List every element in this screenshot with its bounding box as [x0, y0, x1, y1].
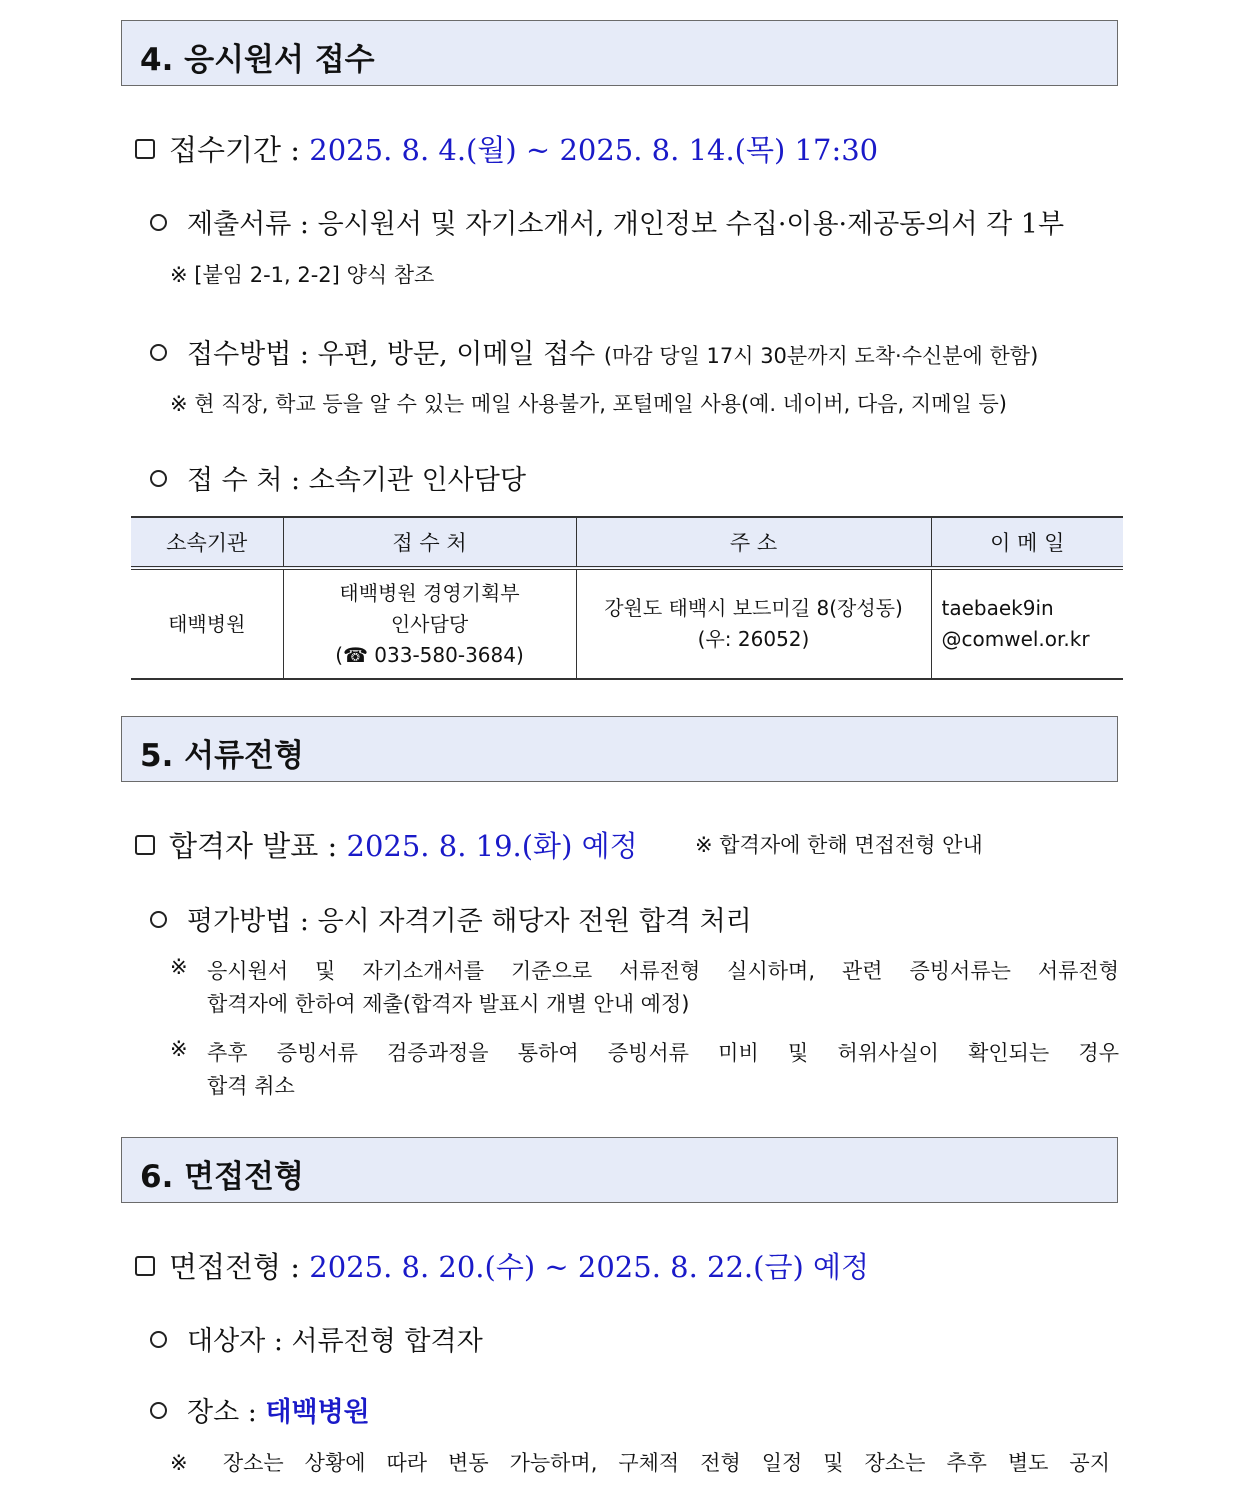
reception-table: [131, 516, 1123, 680]
announce-note: ※ 합격자에 한해 면접전형 안내: [695, 833, 983, 857]
interview-place-value: 태백병원: [265, 1397, 370, 1428]
circle-bullet-icon: [150, 1331, 167, 1348]
dept-phone: (☎ 033-580-3684): [335, 642, 524, 667]
target-text: 대상자 : 서류전형 합격자: [187, 1326, 483, 1357]
address-line: 강원도 태백시 보드미길 8(장성동): [604, 596, 903, 620]
circle-bullet-icon: [150, 911, 167, 928]
email-user: taebaek9in: [941, 596, 1054, 620]
checkbox-square-icon: [135, 1256, 155, 1276]
checkbox-square-icon: [135, 139, 155, 159]
circle-bullet-icon: [150, 214, 167, 231]
method-note: ※ 현 직장, 학교 등을 알 수 있는 메일 사용불가, 포털메일 사용(예. 네이버, 다음, 지메일 등): [170, 392, 1007, 416]
cell-org: 태백병원: [131, 568, 283, 679]
eval-text: 평가방법 : 응시 자격기준 해당자 전원 합격 처리: [187, 906, 752, 937]
cell-email: [931, 568, 1123, 679]
interview-note: ※ 장소는 상황에 따라 변동 가능하며, 구체적 전형 일정 및 장소는 추후 별도 공지: [170, 1451, 1110, 1475]
period-value: 2025. 8. 4.(월) ~ 2025. 8. 14.(목) 17:30: [309, 133, 879, 167]
interview-place-label: 장소 :: [187, 1397, 266, 1428]
section-6-title: 6. 면접전형: [140, 1159, 304, 1195]
place-line: [150, 458, 526, 497]
dept-name: 태백병원 경영기획부: [339, 580, 520, 605]
section-4-header: [121, 20, 1118, 86]
col-header-dept: 접 수 처: [283, 517, 576, 568]
period-label: 접수기간 :: [169, 133, 310, 167]
documents-text: 제출서류 : 응시원서 및 자기소개서, 개인정보 수집·이용·제공동의서 각 1부: [187, 209, 1065, 240]
circle-bullet-icon: [150, 470, 167, 487]
checkbox-square-icon: [135, 835, 155, 855]
postal-code: (우: 26052): [697, 627, 810, 651]
email-domain: @comwel.or.kr: [941, 627, 1090, 651]
documents-line: [150, 202, 1064, 241]
doc-note-2-mark: ※: [170, 1037, 188, 1061]
doc-note-2-line1: 추후 증빙서류 검증과정을 통하여 증빙서류 미비 및 허위사실이 확인되는 경우: [207, 1041, 1119, 1065]
doc-note-1-mark: ※: [170, 955, 188, 979]
documents-note: ※ [붙임 2-1, 2-2] 양식 참조: [170, 263, 435, 287]
interview-label: 면접전형 :: [169, 1250, 310, 1284]
circle-bullet-icon: [150, 1402, 167, 1419]
target-line: [150, 1319, 483, 1358]
interview-line: [135, 1245, 869, 1286]
place-text: 접 수 처 : 소속기관 인사담당: [187, 465, 526, 496]
section-4-title: 4. 응시원서 접수: [140, 42, 375, 78]
period-line: [135, 128, 878, 169]
announce-label: 합격자 발표 :: [169, 829, 347, 863]
announce-value: 2025. 8. 19.(화) 예정: [346, 829, 638, 863]
method-text: 접수방법 : 우편, 방문, 이메일 접수: [187, 339, 604, 370]
announce-line: [135, 824, 638, 865]
method-line: [150, 332, 1038, 371]
doc-note-1-line2: 합격자에 한하여 제출(합격자 발표시 개별 안내 예정): [207, 992, 690, 1016]
section-5-header: [121, 716, 1118, 782]
col-header-email: 이 메 일: [931, 517, 1123, 568]
cell-address: [576, 568, 931, 679]
col-header-address: 주 소: [576, 517, 931, 568]
doc-note-1-line1: 응시원서 및 자기소개서를 기준으로 서류전형 실시하며, 관련 증빙서류는 서류전형: [207, 959, 1119, 983]
eval-line: [150, 899, 752, 938]
circle-bullet-icon: [150, 344, 167, 361]
method-detail: (마감 당일 17시 30분까지 도착·수신분에 한함): [603, 344, 1039, 368]
doc-note-2-line2: 합격 취소: [207, 1074, 295, 1098]
cell-dept: [283, 568, 576, 679]
section-6-header: [121, 1137, 1118, 1203]
interview-place-line: [150, 1390, 370, 1429]
table-header-row: [131, 517, 1123, 568]
section-5-title: 5. 서류전형: [140, 738, 304, 774]
interview-value: 2025. 8. 20.(수) ~ 2025. 8. 22.(금) 예정: [309, 1250, 870, 1284]
col-header-org: 소속기관: [131, 517, 283, 568]
dept-team: 인사담당: [390, 611, 469, 636]
table-row: [131, 568, 1123, 679]
